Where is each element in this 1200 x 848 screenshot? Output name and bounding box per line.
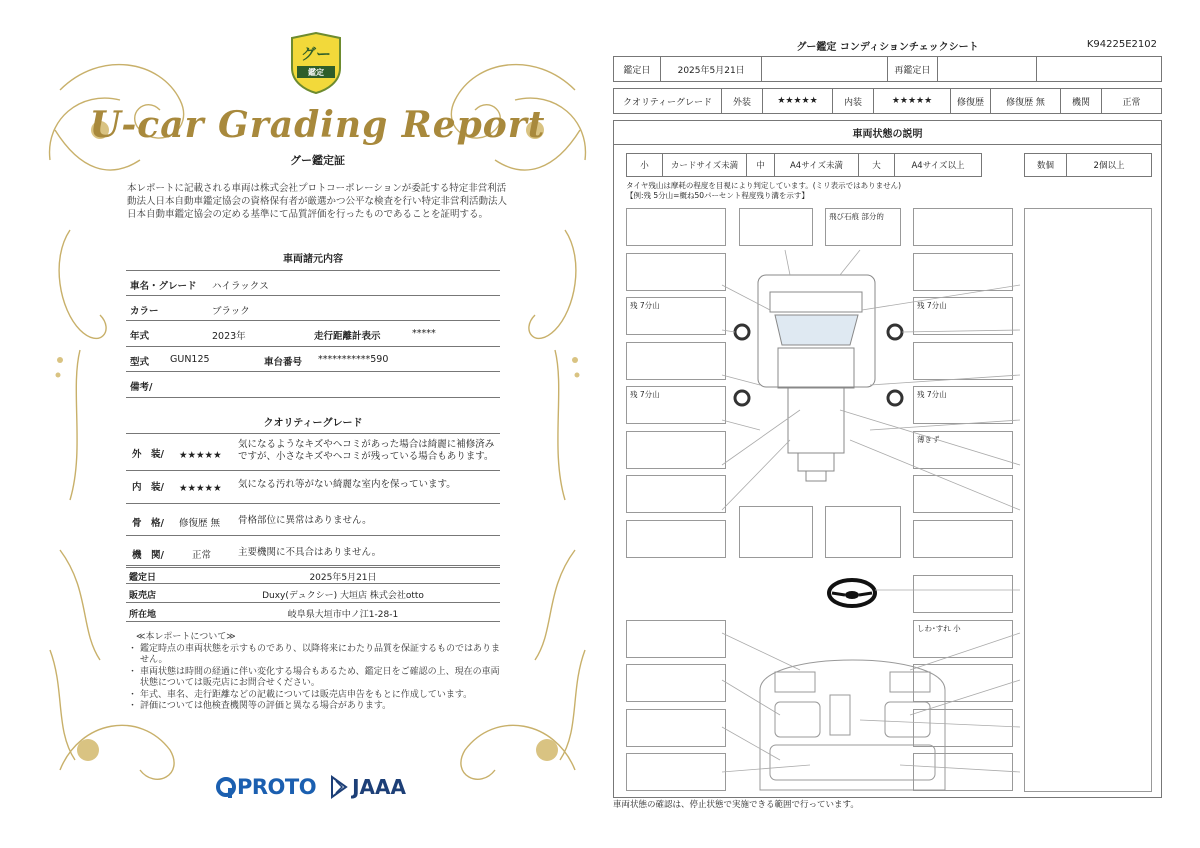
note-item: ・ 年式、車名、走行距離などの記載については販売店申告をもとに作成しています。 — [128, 690, 500, 702]
proto-logo-text: PROTO — [237, 775, 317, 799]
note-box — [626, 253, 726, 291]
quality-heading: クオリティーグレード — [263, 418, 363, 429]
dealer-row-date — [126, 565, 500, 584]
report-notes — [128, 632, 500, 713]
year-label: 年式 — [130, 331, 150, 342]
note-box-interior: しわ･すれ 小 — [913, 620, 1013, 658]
exterior-label: 外装 — [722, 89, 763, 113]
legend-small-desc: カードサイズ未満 — [663, 154, 747, 176]
engine-value: 正常 — [1122, 97, 1141, 108]
grade-label: クオリティーグレード — [614, 89, 722, 113]
note-box — [739, 506, 813, 558]
engine-label: 機 関/ — [132, 550, 164, 561]
note-box — [626, 664, 726, 702]
date-value: 2025年5月21日 — [309, 573, 377, 583]
sheet-title: グー鑑定 コンディションチェックシート — [796, 42, 979, 53]
note-box-tire-rear-right: 残 7分山 — [913, 386, 1013, 424]
exterior-value: ★★★★★ — [763, 89, 833, 113]
note-box-tire-front-left: 残 7分山 — [626, 297, 726, 335]
frame-label: 骨 格/ — [132, 518, 164, 529]
frame-value: 修復歴 無 — [179, 518, 221, 529]
jaaa-mark-icon — [330, 775, 348, 799]
tire-note — [626, 181, 901, 200]
legend-small: 小 — [627, 154, 663, 176]
interior-value: ★★★★★ — [874, 89, 951, 113]
legend-count-desc: 2個以上 — [1093, 161, 1125, 171]
note-box-body-right: 薄きず — [913, 431, 1013, 469]
dealer-row-shop — [126, 584, 500, 603]
interior-label: 内 装/ — [132, 482, 164, 493]
condition-check-sheet — [610, 30, 1165, 820]
engine-label: 機関 — [1061, 89, 1102, 113]
interior-label: 内装 — [833, 89, 874, 113]
reinspect-value — [938, 57, 1038, 81]
note-box-roof: 飛び石痕 部分的 — [825, 208, 901, 246]
sheet-footer-note: 車両状態の確認は、停止状態で実施できる範囲で行っています。 — [613, 800, 859, 810]
footer-logos — [215, 774, 406, 800]
engine-desc: 主要機関に不具合はありません。 — [238, 547, 382, 558]
size-legend — [626, 153, 982, 177]
spec-row-model — [126, 347, 500, 373]
note-box — [913, 664, 1013, 702]
blank-cell — [1037, 57, 1161, 81]
legend-large: 大 — [859, 154, 895, 176]
note-box — [825, 506, 901, 558]
grade-row — [613, 88, 1162, 114]
interior-desc: 気になる汚れ等がない綺麗な室内を保っています。 — [238, 479, 456, 490]
color-value: ブラック — [212, 305, 250, 317]
spec-row-year — [126, 321, 500, 347]
blank-cell — [762, 57, 888, 81]
reinspect-label: 再鑑定日 — [888, 57, 938, 81]
exterior-label: 外 装/ — [132, 449, 164, 460]
shop-label: 販売店 — [129, 591, 157, 601]
svg-text:グー: グー — [300, 45, 332, 63]
year-value: 2023年 — [212, 331, 246, 342]
spec-heading: 車両諸元内容 — [283, 254, 343, 265]
shop-value: Duxy(デュクシー) 大垣店 株式会社otto — [262, 591, 424, 601]
exterior-value: ★★★★★ — [179, 450, 222, 461]
address-value: 岐阜県大垣市中ノ江1-28-1 — [287, 610, 399, 620]
note-box — [626, 475, 726, 513]
note-box — [626, 342, 726, 380]
condition-description-box — [613, 120, 1162, 798]
description-heading: 車両状態の説明 — [614, 121, 1161, 145]
spec-row-remarks — [126, 372, 500, 398]
tire-note-line-2: 【例:残 5分山=概ね50パーセント程度残り溝を示す】 — [626, 190, 809, 200]
odometer-label: 走行距離計表示 — [314, 331, 381, 342]
frame-desc: 骨格部位に異常はありません。 — [238, 515, 372, 526]
spec-table — [126, 270, 500, 398]
quality-table — [126, 433, 500, 568]
quality-row-frame — [126, 504, 500, 536]
address-label: 所在地 — [129, 610, 157, 620]
remarks-label: 備考/ — [130, 382, 153, 393]
grading-certificate — [40, 30, 595, 820]
note-item: ・ 評価については他検査機関等の評価と異なる場合があります。 — [128, 701, 500, 713]
note-box — [913, 475, 1013, 513]
interior-value: ★★★★★ — [179, 483, 222, 494]
certificate-intro-text: 本レポートに記載される車両は株式会社プロトコーポレーションが委託する特定非営利活動法人日本自動車鑑定協会の資格保有者が厳選かつ公平な検査を行い特定非営利活動法人日本自動車鑑定協会の定める基準にて品質評価を行ったものであることを証明する。 — [127, 183, 508, 220]
jaaa-logo — [330, 775, 406, 799]
spec-row-name — [126, 270, 500, 296]
notes-heading: ≪本レポートについて≫ — [136, 632, 236, 642]
odometer-value: ***** — [412, 328, 436, 339]
model-value: GUN125 — [170, 353, 210, 365]
note-item: ・ 鑑定時点の車両状態を示すものであり、以降将来にわたり品質を保証するものではありません。 — [128, 644, 500, 667]
note-box — [913, 709, 1013, 747]
date-label: 鑑定日 — [129, 573, 157, 583]
note-item: ・ 車両状態は時間の経過に伴い変化する場合もあるため、鑑定日をご確認の上、現在の車両状態については販売店にお問合せください。 — [128, 667, 500, 690]
engine-value: 正常 — [192, 550, 212, 561]
report-title: U-car Grading Report — [89, 104, 546, 146]
note-box-tire-rear-left: 残 7分山 — [626, 386, 726, 424]
note-box — [913, 520, 1013, 558]
color-label: カラー — [130, 305, 159, 317]
name-value: ハイラックス — [212, 281, 269, 292]
chassis-label: 車台番号 — [264, 356, 303, 368]
remarks-panel — [1024, 208, 1152, 792]
legend-count: 数個 — [1025, 154, 1067, 176]
svg-text:鑑定: 鑑定 — [308, 68, 324, 77]
note-box — [626, 208, 726, 246]
note-box — [739, 208, 813, 246]
spec-row-color — [126, 296, 500, 322]
date-value: 2025年5月21日 — [661, 57, 763, 81]
note-box — [626, 753, 726, 791]
repair-value: 修復歴 無 — [991, 89, 1061, 113]
certificate-subtitle: グー鑑定証 — [290, 154, 345, 167]
note-box — [626, 431, 726, 469]
legend-large-desc: A4サイズ以上 — [911, 161, 965, 171]
sheet-code: K94225E2102 — [1086, 39, 1157, 50]
note-box — [913, 753, 1013, 791]
exterior-desc: 気になるようなキズやヘコミがあった場合は綺麗に補修済みですが、小さなキズやヘコミが残っている場合もあります。 — [238, 439, 495, 462]
repair-label: 修復歴 — [951, 89, 991, 113]
date-label: 鑑定日 — [614, 57, 661, 81]
tire-note-line-1: タイヤ残山は摩耗の程度を目視により判定しています。(ミリ表示ではありません) — [626, 181, 902, 190]
count-legend — [1024, 153, 1152, 177]
note-box-tire-front-right: 残 7分山 — [913, 297, 1013, 335]
note-box — [626, 709, 726, 747]
quality-row-interior — [126, 471, 500, 504]
goo-kantei-badge-icon — [287, 32, 345, 94]
note-box — [913, 575, 1013, 613]
note-box — [626, 520, 726, 558]
inspection-date-row — [613, 56, 1162, 82]
note-box — [913, 208, 1013, 246]
legend-medium: 中 — [747, 154, 775, 176]
note-box — [913, 342, 1013, 380]
proto-logo — [215, 775, 316, 799]
model-label: 型式 — [130, 356, 150, 368]
proto-mark-icon — [215, 776, 237, 798]
note-box — [626, 620, 726, 658]
dealer-table — [126, 565, 500, 622]
dealer-row-address — [126, 603, 500, 622]
name-label: 車名・グレード — [130, 281, 197, 292]
note-box — [913, 253, 1013, 291]
chassis-value: ***********590 — [318, 353, 389, 365]
legend-medium-desc: A4サイズ未満 — [775, 154, 859, 176]
jaaa-logo-text: JAAA — [352, 775, 406, 799]
quality-row-engine — [126, 536, 500, 568]
quality-row-exterior — [126, 433, 500, 471]
